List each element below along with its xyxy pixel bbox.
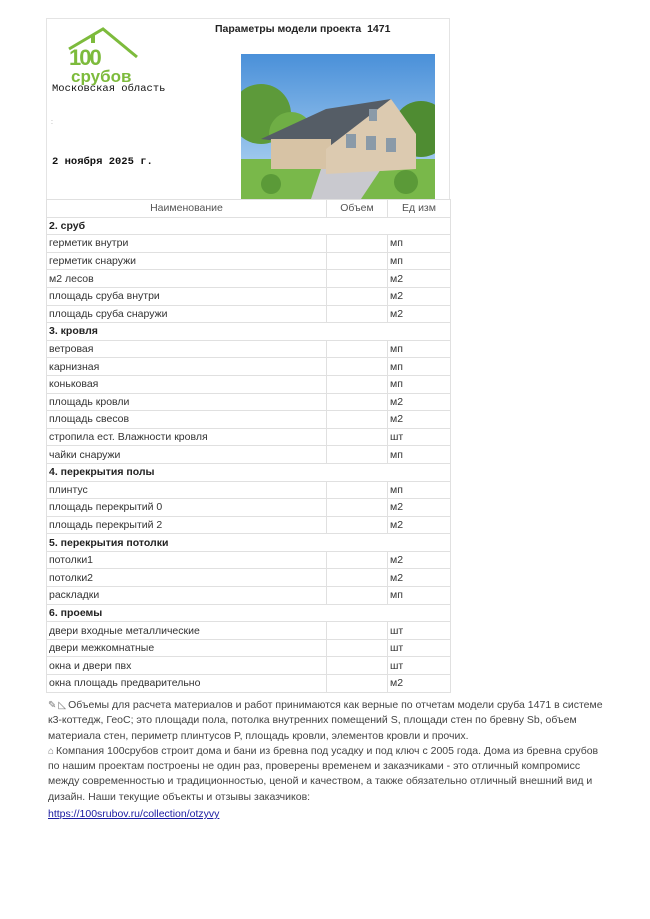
table-row (47, 411, 451, 429)
item-unit: мп (388, 587, 451, 605)
item-volume (327, 375, 388, 393)
item-unit: м2 (388, 551, 451, 569)
item-volume (327, 411, 388, 429)
item-name: площадь кровли (47, 393, 327, 411)
item-unit: мп (388, 252, 451, 270)
table-row (47, 358, 451, 376)
company-logo (65, 27, 141, 85)
table-header-row (47, 200, 451, 218)
item-unit: м2 (388, 287, 451, 305)
section-title: 6. проемы (47, 604, 451, 622)
table-row (47, 252, 451, 270)
item-name: карнизная (47, 358, 327, 376)
item-name: герметик снаружи (47, 252, 327, 270)
notes-text-2: Компания 100срубов строит дома и бани из бревна под усадку и под ключ с 2005 года. Дома из бревна срубов по нашим проектам построены не один раз, проверены временем и заказчиками - это отличный компромисс между современностью и традиционностью, ценой и качеством, а также обязательно отличный внешний вид и дизайн. Наши текущие объекты и отзывы заказчиков: (48, 744, 599, 803)
column-header-name: Наименование (47, 200, 327, 218)
table-row (47, 375, 451, 393)
item-unit: мп (388, 375, 451, 393)
item-volume (327, 446, 388, 464)
section-row (47, 323, 451, 341)
item-volume (327, 235, 388, 253)
item-unit: м2 (388, 675, 451, 693)
item-name: чайки снаружи (47, 446, 327, 464)
svg-text:срубов: срубов (71, 67, 132, 85)
svg-text:100: 100 (69, 45, 100, 70)
table-row (47, 657, 451, 675)
table-row (47, 287, 451, 305)
table-row (47, 393, 451, 411)
document-sheet (46, 18, 450, 693)
item-name: стропила ест. Влажности кровля (47, 428, 327, 446)
item-volume (327, 499, 388, 517)
notes-block (48, 698, 608, 822)
table-row (47, 270, 451, 288)
column-header-unit: Ед изм (388, 200, 451, 218)
item-unit: м2 (388, 411, 451, 429)
notes-paragraph-2 (48, 744, 608, 805)
item-name: площадь перекрытий 2 (47, 516, 327, 534)
table-row (47, 587, 451, 605)
item-name: коньковая (47, 375, 327, 393)
item-unit: шт (388, 639, 451, 657)
item-unit: м2 (388, 499, 451, 517)
item-name: двери входные металлические (47, 622, 327, 640)
item-volume (327, 569, 388, 587)
item-volume (327, 622, 388, 640)
item-volume (327, 639, 388, 657)
item-volume (327, 358, 388, 376)
section-row (47, 217, 451, 235)
page-title: Параметры модели проекта 1471 (215, 23, 391, 35)
item-volume (327, 675, 388, 693)
table-row (47, 622, 451, 640)
section-title: 3. кровля (47, 323, 451, 341)
table-row (47, 305, 451, 323)
triangle-ruler-icon: ◺ (58, 700, 67, 711)
section-title: 4. перекрытия полы (47, 463, 451, 481)
item-unit: шт (388, 622, 451, 640)
item-volume (327, 657, 388, 675)
item-name: окна и двери пвх (47, 657, 327, 675)
section-row (47, 604, 451, 622)
item-volume (327, 428, 388, 446)
date-label: 2 ноября 2025 г. (52, 156, 153, 168)
materials-table (46, 199, 451, 693)
item-volume (327, 287, 388, 305)
item-unit: мп (388, 340, 451, 358)
item-unit: м2 (388, 516, 451, 534)
item-unit: м2 (388, 393, 451, 411)
item-volume (327, 481, 388, 499)
item-name: двери межкомнатные (47, 639, 327, 657)
item-name: м2 лесов (47, 270, 327, 288)
item-unit: м2 (388, 305, 451, 323)
house-photo (241, 54, 435, 199)
section-title: 5. перекрытия потолки (47, 534, 451, 552)
item-name: окна площадь предварительно (47, 675, 327, 693)
item-name: герметик внутри (47, 235, 327, 253)
table-row (47, 446, 451, 464)
table-row (47, 481, 451, 499)
item-volume (327, 516, 388, 534)
item-volume (327, 305, 388, 323)
table-row (47, 235, 451, 253)
table-row (47, 639, 451, 657)
table-row (47, 569, 451, 587)
item-name: площадь сруба внутри (47, 287, 327, 305)
item-volume (327, 393, 388, 411)
item-volume (327, 252, 388, 270)
item-name: раскладки (47, 587, 327, 605)
separator: : (51, 119, 53, 126)
column-header-volume: Объем (327, 200, 388, 218)
table-row (47, 551, 451, 569)
table-row (47, 499, 451, 517)
section-row (47, 463, 451, 481)
item-unit: шт (388, 428, 451, 446)
notes-text-1: Объемы для расчета материалов и работ принимаются как верные по отчетам модели сруба 1471 в системе к3-коттедж, ГеоС; это площади пола, потолка внутренних помещений S, площади стен по бревну Sb, объем материала стен, периметр плинтусов P, площадь кровли, элементов кровли и прочих. (48, 699, 603, 742)
item-unit: мп (388, 358, 451, 376)
item-name: площадь сруба снаружи (47, 305, 327, 323)
item-unit: м2 (388, 270, 451, 288)
item-volume (327, 551, 388, 569)
item-name: потолки2 (47, 569, 327, 587)
item-unit: мп (388, 446, 451, 464)
reviews-link[interactable]: https://100srubov.ru/collection/otzyvy (48, 808, 220, 821)
table-row (47, 675, 451, 693)
region-label: Московская область (52, 83, 166, 95)
notes-paragraph-1 (48, 698, 608, 744)
item-unit: мп (388, 235, 451, 253)
item-volume (327, 340, 388, 358)
item-volume (327, 587, 388, 605)
bank-building-icon: ⌂ (48, 745, 55, 757)
item-volume (327, 270, 388, 288)
item-name: потолки1 (47, 551, 327, 569)
table-row (47, 340, 451, 358)
section-row (47, 534, 451, 552)
table-row (47, 516, 451, 534)
table-row (47, 428, 451, 446)
item-unit: шт (388, 657, 451, 675)
item-name: ветровая (47, 340, 327, 358)
item-unit: м2 (388, 569, 451, 587)
header-block (46, 18, 450, 199)
item-name: площадь перекрытий 0 (47, 499, 327, 517)
ruler-pencil-icon: ✎ (48, 700, 57, 711)
item-name: площадь свесов (47, 411, 327, 429)
section-title: 2. сруб (47, 217, 451, 235)
item-name: плинтус (47, 481, 327, 499)
item-unit: мп (388, 481, 451, 499)
